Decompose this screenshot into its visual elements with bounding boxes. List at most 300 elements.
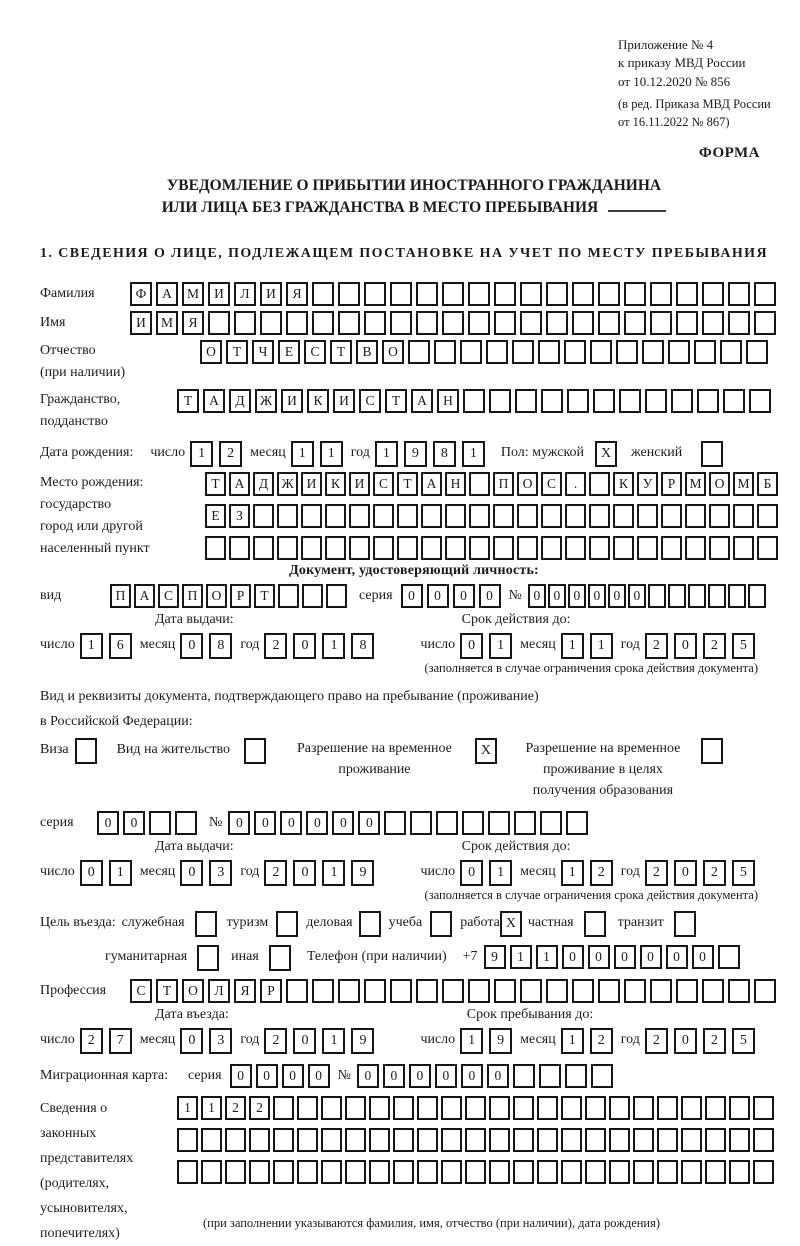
residence-permit-checkbox[interactable]: [244, 738, 266, 764]
char-cell[interactable]: [624, 282, 646, 306]
char-cell[interactable]: [417, 1096, 438, 1120]
digit-box[interactable]: 2: [590, 1028, 613, 1054]
char-cell[interactable]: [728, 584, 746, 608]
purpose-private-checkbox[interactable]: [584, 911, 606, 937]
char-cell[interactable]: [463, 389, 485, 413]
digit-box[interactable]: 0: [180, 860, 203, 886]
char-cell[interactable]: [650, 979, 672, 1003]
char-cell[interactable]: Т: [385, 389, 407, 413]
char-cell[interactable]: [648, 584, 666, 608]
char-cell[interactable]: 0: [548, 584, 566, 608]
purpose-business-checkbox[interactable]: [359, 911, 381, 937]
char-cell[interactable]: [312, 282, 334, 306]
purpose-tourism-checkbox[interactable]: [276, 911, 298, 937]
char-cell[interactable]: [753, 1128, 774, 1152]
char-cell[interactable]: [201, 1128, 222, 1152]
digit-box[interactable]: 0: [460, 633, 483, 659]
char-cell[interactable]: А: [229, 472, 250, 496]
char-cell[interactable]: [705, 1128, 726, 1152]
char-cell[interactable]: [609, 1128, 630, 1152]
digit-box[interactable]: 0: [180, 633, 203, 659]
digit-box[interactable]: 0: [674, 633, 697, 659]
purpose-transit-checkbox[interactable]: [674, 911, 696, 937]
char-cell[interactable]: Я: [286, 282, 308, 306]
char-cell[interactable]: [301, 504, 322, 528]
char-cell[interactable]: [416, 282, 438, 306]
char-cell[interactable]: [373, 536, 394, 560]
char-cell[interactable]: [733, 536, 754, 560]
purpose-work-checkbox[interactable]: X: [500, 911, 522, 937]
char-cell[interactable]: [537, 1160, 558, 1184]
char-cell[interactable]: Т: [330, 340, 352, 364]
char-cell[interactable]: [585, 1128, 606, 1152]
char-cell[interactable]: [397, 504, 418, 528]
char-cell[interactable]: К: [325, 472, 346, 496]
char-cell[interactable]: [537, 1096, 558, 1120]
char-cell[interactable]: 0: [357, 1064, 379, 1088]
digit-box[interactable]: 2: [645, 860, 668, 886]
char-cell[interactable]: [565, 1064, 587, 1088]
char-cell[interactable]: [273, 1128, 294, 1152]
digit-box[interactable]: 2: [703, 1028, 726, 1054]
char-cell[interactable]: С: [373, 472, 394, 496]
char-cell[interactable]: Ф: [130, 282, 152, 306]
char-cell[interactable]: [408, 340, 430, 364]
char-cell[interactable]: [589, 504, 610, 528]
char-cell[interactable]: [705, 1160, 726, 1184]
digit-box[interactable]: 0: [674, 860, 697, 886]
char-cell[interactable]: К: [613, 472, 634, 496]
char-cell[interactable]: [702, 282, 724, 306]
char-cell[interactable]: [520, 311, 542, 335]
char-cell[interactable]: [702, 311, 724, 335]
char-cell[interactable]: [661, 504, 682, 528]
char-cell[interactable]: [369, 1160, 390, 1184]
char-cell[interactable]: [441, 1128, 462, 1152]
char-cell[interactable]: [277, 504, 298, 528]
char-cell[interactable]: Е: [278, 340, 300, 364]
digit-box[interactable]: 7: [109, 1028, 132, 1054]
digit-box[interactable]: 1: [561, 633, 584, 659]
char-cell[interactable]: [225, 1128, 246, 1152]
char-cell[interactable]: [702, 979, 724, 1003]
char-cell[interactable]: [253, 536, 274, 560]
char-cell[interactable]: 9: [484, 945, 506, 969]
digit-box[interactable]: 9: [489, 1028, 512, 1054]
char-cell[interactable]: [624, 311, 646, 335]
char-cell[interactable]: 0: [308, 1064, 330, 1088]
char-cell[interactable]: [561, 1128, 582, 1152]
char-cell[interactable]: [434, 340, 456, 364]
char-cell[interactable]: Л: [208, 979, 230, 1003]
char-cell[interactable]: 0: [666, 945, 688, 969]
char-cell[interactable]: А: [411, 389, 433, 413]
char-cell[interactable]: [277, 536, 298, 560]
char-cell[interactable]: [465, 1128, 486, 1152]
char-cell[interactable]: [613, 504, 634, 528]
char-cell[interactable]: [513, 1064, 535, 1088]
char-cell[interactable]: [541, 536, 562, 560]
char-cell[interactable]: [390, 311, 412, 335]
char-cell[interactable]: [489, 389, 511, 413]
digit-box[interactable]: 2: [703, 633, 726, 659]
digit-box[interactable]: 0: [460, 860, 483, 886]
char-cell[interactable]: 0: [401, 584, 423, 608]
char-cell[interactable]: П: [110, 584, 131, 608]
char-cell[interactable]: [749, 389, 771, 413]
char-cell[interactable]: Ч: [252, 340, 274, 364]
char-cell[interactable]: [541, 504, 562, 528]
char-cell[interactable]: И: [260, 282, 282, 306]
char-cell[interactable]: .: [565, 472, 586, 496]
char-cell[interactable]: [514, 811, 536, 835]
char-cell[interactable]: Е: [205, 504, 226, 528]
char-cell[interactable]: С: [359, 389, 381, 413]
char-cell[interactable]: [637, 536, 658, 560]
char-cell[interactable]: [301, 536, 322, 560]
char-cell[interactable]: [410, 811, 432, 835]
char-cell[interactable]: [177, 1128, 198, 1152]
purpose-official-checkbox[interactable]: [195, 911, 217, 937]
char-cell[interactable]: [441, 1160, 462, 1184]
char-cell[interactable]: [229, 536, 250, 560]
purpose-study-checkbox[interactable]: [430, 911, 452, 937]
char-cell[interactable]: [566, 811, 588, 835]
char-cell[interactable]: [325, 504, 346, 528]
char-cell[interactable]: М: [685, 472, 706, 496]
char-cell[interactable]: [598, 311, 620, 335]
char-cell[interactable]: [728, 979, 750, 1003]
char-cell[interactable]: [676, 979, 698, 1003]
char-cell[interactable]: [225, 1160, 246, 1184]
char-cell[interactable]: [442, 979, 464, 1003]
digit-box[interactable]: 5: [732, 860, 755, 886]
char-cell[interactable]: У: [637, 472, 658, 496]
char-cell[interactable]: [541, 389, 563, 413]
char-cell[interactable]: [345, 1096, 366, 1120]
char-cell[interactable]: [572, 311, 594, 335]
char-cell[interactable]: О: [182, 979, 204, 1003]
char-cell[interactable]: Р: [230, 584, 251, 608]
gender-male-checkbox[interactable]: X: [595, 441, 617, 467]
char-cell[interactable]: [364, 282, 386, 306]
char-cell[interactable]: [345, 1160, 366, 1184]
char-cell[interactable]: [517, 504, 538, 528]
digit-box[interactable]: 3: [209, 860, 232, 886]
char-cell[interactable]: [650, 311, 672, 335]
char-cell[interactable]: [312, 311, 334, 335]
char-cell[interactable]: [469, 536, 490, 560]
char-cell[interactable]: 0: [628, 584, 646, 608]
digit-box[interactable]: 0: [80, 860, 103, 886]
char-cell[interactable]: 0: [487, 1064, 509, 1088]
char-cell[interactable]: [489, 1128, 510, 1152]
char-cell[interactable]: [416, 979, 438, 1003]
char-cell[interactable]: [513, 1096, 534, 1120]
char-cell[interactable]: [468, 282, 490, 306]
char-cell[interactable]: [642, 340, 664, 364]
char-cell[interactable]: [469, 472, 490, 496]
char-cell[interactable]: 1: [177, 1096, 198, 1120]
char-cell[interactable]: [486, 340, 508, 364]
char-cell[interactable]: [657, 1096, 678, 1120]
char-cell[interactable]: Ж: [255, 389, 277, 413]
char-cell[interactable]: 2: [249, 1096, 270, 1120]
char-cell[interactable]: [469, 504, 490, 528]
char-cell[interactable]: [718, 945, 740, 969]
char-cell[interactable]: [513, 1128, 534, 1152]
char-cell[interactable]: К: [307, 389, 329, 413]
char-cell[interactable]: [205, 536, 226, 560]
char-cell[interactable]: А: [421, 472, 442, 496]
char-cell[interactable]: [546, 282, 568, 306]
char-cell[interactable]: [302, 584, 323, 608]
char-cell[interactable]: [671, 389, 693, 413]
char-cell[interactable]: [442, 311, 464, 335]
char-cell[interactable]: 0: [568, 584, 586, 608]
char-cell[interactable]: 0: [228, 811, 250, 835]
char-cell[interactable]: [585, 1160, 606, 1184]
digit-box[interactable]: 1: [489, 860, 512, 886]
char-cell[interactable]: [598, 979, 620, 1003]
char-cell[interactable]: 1: [201, 1096, 222, 1120]
char-cell[interactable]: 0: [614, 945, 636, 969]
digit-box[interactable]: 0: [293, 1028, 316, 1054]
char-cell[interactable]: Т: [205, 472, 226, 496]
char-cell[interactable]: [694, 340, 716, 364]
char-cell[interactable]: Я: [234, 979, 256, 1003]
digit-box[interactable]: 1: [462, 441, 485, 467]
char-cell[interactable]: [565, 504, 586, 528]
char-cell[interactable]: [753, 1160, 774, 1184]
char-cell[interactable]: [338, 311, 360, 335]
char-cell[interactable]: [441, 1096, 462, 1120]
char-cell[interactable]: [754, 979, 776, 1003]
char-cell[interactable]: 0: [383, 1064, 405, 1088]
char-cell[interactable]: [253, 504, 274, 528]
char-cell[interactable]: [754, 311, 776, 335]
char-cell[interactable]: [613, 536, 634, 560]
char-cell[interactable]: [723, 389, 745, 413]
char-cell[interactable]: [567, 389, 589, 413]
char-cell[interactable]: [546, 979, 568, 1003]
digit-box[interactable]: 0: [674, 1028, 697, 1054]
char-cell[interactable]: 0: [358, 811, 380, 835]
char-cell[interactable]: [249, 1160, 270, 1184]
char-cell[interactable]: [564, 340, 586, 364]
digit-box[interactable]: 8: [433, 441, 456, 467]
char-cell[interactable]: [326, 584, 347, 608]
char-cell[interactable]: [681, 1128, 702, 1152]
char-cell[interactable]: [462, 811, 484, 835]
char-cell[interactable]: Н: [437, 389, 459, 413]
char-cell[interactable]: О: [206, 584, 227, 608]
char-cell[interactable]: Т: [254, 584, 275, 608]
char-cell[interactable]: 0: [528, 584, 546, 608]
char-cell[interactable]: 0: [479, 584, 501, 608]
char-cell[interactable]: [488, 811, 510, 835]
digit-box[interactable]: 1: [190, 441, 213, 467]
char-cell[interactable]: [729, 1160, 750, 1184]
char-cell[interactable]: [546, 311, 568, 335]
digit-box[interactable]: 0: [293, 633, 316, 659]
char-cell[interactable]: Ж: [277, 472, 298, 496]
char-cell[interactable]: [468, 979, 490, 1003]
char-cell[interactable]: [460, 340, 482, 364]
char-cell[interactable]: [349, 536, 370, 560]
char-cell[interactable]: [349, 504, 370, 528]
char-cell[interactable]: 0: [282, 1064, 304, 1088]
char-cell[interactable]: С: [158, 584, 179, 608]
char-cell[interactable]: П: [493, 472, 514, 496]
purpose-other-checkbox[interactable]: [269, 945, 291, 971]
digit-box[interactable]: 6: [109, 633, 132, 659]
char-cell[interactable]: [705, 1096, 726, 1120]
char-cell[interactable]: [445, 504, 466, 528]
char-cell[interactable]: 1: [510, 945, 532, 969]
char-cell[interactable]: Т: [177, 389, 199, 413]
char-cell[interactable]: 0: [256, 1064, 278, 1088]
char-cell[interactable]: [708, 584, 726, 608]
digit-box[interactable]: 2: [264, 860, 287, 886]
char-cell[interactable]: [512, 340, 534, 364]
digit-box[interactable]: 1: [561, 1028, 584, 1054]
digit-box[interactable]: 2: [645, 1028, 668, 1054]
char-cell[interactable]: [345, 1128, 366, 1152]
char-cell[interactable]: И: [349, 472, 370, 496]
char-cell[interactable]: [321, 1128, 342, 1152]
char-cell[interactable]: [633, 1160, 654, 1184]
char-cell[interactable]: [746, 340, 768, 364]
char-cell[interactable]: Л: [234, 282, 256, 306]
char-cell[interactable]: Я: [182, 311, 204, 335]
char-cell[interactable]: [436, 811, 458, 835]
char-cell[interactable]: [249, 1128, 270, 1152]
char-cell[interactable]: [421, 536, 442, 560]
char-cell[interactable]: [465, 1096, 486, 1120]
digit-box[interactable]: 9: [404, 441, 427, 467]
digit-box[interactable]: 9: [351, 1028, 374, 1054]
char-cell[interactable]: [517, 536, 538, 560]
char-cell[interactable]: [494, 311, 516, 335]
digit-box[interactable]: 1: [489, 633, 512, 659]
char-cell[interactable]: Т: [397, 472, 418, 496]
char-cell[interactable]: [175, 811, 197, 835]
char-cell[interactable]: О: [382, 340, 404, 364]
char-cell[interactable]: [685, 536, 706, 560]
char-cell[interactable]: [297, 1096, 318, 1120]
char-cell[interactable]: 0: [332, 811, 354, 835]
digit-box[interactable]: 0: [180, 1028, 203, 1054]
char-cell[interactable]: С: [130, 979, 152, 1003]
char-cell[interactable]: 0: [588, 584, 606, 608]
temp-residence-checkbox[interactable]: X: [475, 738, 497, 764]
char-cell[interactable]: 0: [562, 945, 584, 969]
char-cell[interactable]: [598, 282, 620, 306]
char-cell[interactable]: [312, 979, 334, 1003]
digit-box[interactable]: 1: [590, 633, 613, 659]
purpose-humanitarian-checkbox[interactable]: [197, 945, 219, 971]
char-cell[interactable]: [590, 340, 612, 364]
char-cell[interactable]: [364, 311, 386, 335]
char-cell[interactable]: [278, 584, 299, 608]
char-cell[interactable]: [513, 1160, 534, 1184]
char-cell[interactable]: [757, 536, 778, 560]
char-cell[interactable]: [538, 340, 560, 364]
digit-box[interactable]: 8: [351, 633, 374, 659]
digit-box[interactable]: 0: [293, 860, 316, 886]
char-cell[interactable]: [668, 340, 690, 364]
char-cell[interactable]: И: [333, 389, 355, 413]
char-cell[interactable]: [286, 979, 308, 1003]
char-cell[interactable]: [645, 389, 667, 413]
char-cell[interactable]: А: [203, 389, 225, 413]
char-cell[interactable]: [515, 389, 537, 413]
gender-female-checkbox[interactable]: [701, 441, 723, 467]
char-cell[interactable]: П: [182, 584, 203, 608]
char-cell[interactable]: [681, 1160, 702, 1184]
digit-box[interactable]: 2: [264, 633, 287, 659]
char-cell[interactable]: Р: [260, 979, 282, 1003]
temp-residence-edu-checkbox[interactable]: [701, 738, 723, 764]
char-cell[interactable]: [685, 504, 706, 528]
char-cell[interactable]: 0: [254, 811, 276, 835]
char-cell[interactable]: [384, 811, 406, 835]
char-cell[interactable]: [489, 1160, 510, 1184]
char-cell[interactable]: [321, 1096, 342, 1120]
char-cell[interactable]: Р: [661, 472, 682, 496]
char-cell[interactable]: О: [709, 472, 730, 496]
char-cell[interactable]: М: [733, 472, 754, 496]
char-cell[interactable]: [369, 1128, 390, 1152]
char-cell[interactable]: [589, 472, 610, 496]
digit-box[interactable]: 1: [460, 1028, 483, 1054]
char-cell[interactable]: [149, 811, 171, 835]
char-cell[interactable]: [364, 979, 386, 1003]
char-cell[interactable]: [393, 1160, 414, 1184]
char-cell[interactable]: 0: [306, 811, 328, 835]
char-cell[interactable]: 0: [692, 945, 714, 969]
char-cell[interactable]: [421, 504, 442, 528]
char-cell[interactable]: А: [134, 584, 155, 608]
digit-box[interactable]: 1: [322, 860, 345, 886]
digit-box[interactable]: 1: [320, 441, 343, 467]
char-cell[interactable]: [728, 311, 750, 335]
char-cell[interactable]: [338, 282, 360, 306]
char-cell[interactable]: [657, 1160, 678, 1184]
char-cell[interactable]: 0: [453, 584, 475, 608]
char-cell[interactable]: [417, 1128, 438, 1152]
char-cell[interactable]: [754, 282, 776, 306]
char-cell[interactable]: [609, 1096, 630, 1120]
char-cell[interactable]: [585, 1096, 606, 1120]
digit-box[interactable]: 1: [561, 860, 584, 886]
char-cell[interactable]: И: [208, 282, 230, 306]
char-cell[interactable]: [393, 1128, 414, 1152]
char-cell[interactable]: [733, 504, 754, 528]
char-cell[interactable]: [273, 1096, 294, 1120]
char-cell[interactable]: [493, 536, 514, 560]
digit-box[interactable]: 1: [322, 1028, 345, 1054]
char-cell[interactable]: [748, 584, 766, 608]
char-cell[interactable]: Т: [226, 340, 248, 364]
char-cell[interactable]: [619, 389, 641, 413]
char-cell[interactable]: [728, 282, 750, 306]
char-cell[interactable]: М: [182, 282, 204, 306]
char-cell[interactable]: [445, 536, 466, 560]
char-cell[interactable]: О: [517, 472, 538, 496]
char-cell[interactable]: [493, 504, 514, 528]
